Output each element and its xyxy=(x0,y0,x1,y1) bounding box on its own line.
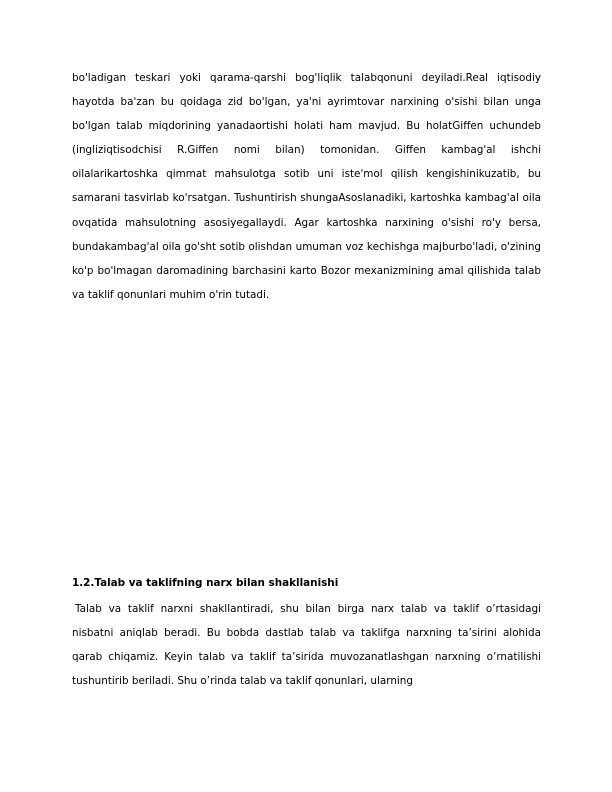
body-paragraph-2-wrapper xyxy=(72,597,541,693)
body-paragraph-1: bo'ladigan teskari yoki qarama-qarshi bog'liqlik talabqonuni deyiladi.Real iqtisodiy hayotda ba'zan bu qoidaga zid bo'lgan, ya'ni ayrimtovar narxining o'sishi bilan unga bo'lgan talab miqdorining yanadaortishi holati ham mavjud. Bu holatGiffen uchundeb (ingliziqtisodchisi R.Giffen nomi bilan) tomonidan. Giffen kambag'al ishchi oilalarikartoshka qimmat mahsulotga sotib uni iste'mol qilish kengishinikuzatib, bu samarani tasvirlab ko'rsatgan. Tushuntirish shungaAsoslanadiki, kartoshka kambag'al oila ovqatida mahsulotning asosiyegallaydi. Agar kartoshka narxining o'sishi ro'y bersa, bundakambag'al oila go'sht sotib olishdan umuman voz kechishga majburbo'ladi, o'zining ko'p bo'lmagan daromadining barchasini karto Bozor mexanizmining amal qilishida talab va taklif qonunlari muhim o'rin tutadi. xyxy=(72,72,541,301)
section-heading: 1.2.Talab va taklifning narx bilan shakllanishi xyxy=(72,577,339,589)
body-paragraph-2: Talab va taklif narxni shakllantiradi, shu bilan birga narx talab va taklif o’rtasidagi nisbatni aniqlab beradi. Bu bobda dastlab talab va taklifga narxning ta’sirini alohida qarab chiqamiz. Keyin talab va taklif ta’sirida muvozanatlashgan narxning o’rnatilishi tushuntirib beriladi. Shu o’rinda talab va taklif qonunlari, ularning xyxy=(72,603,541,688)
